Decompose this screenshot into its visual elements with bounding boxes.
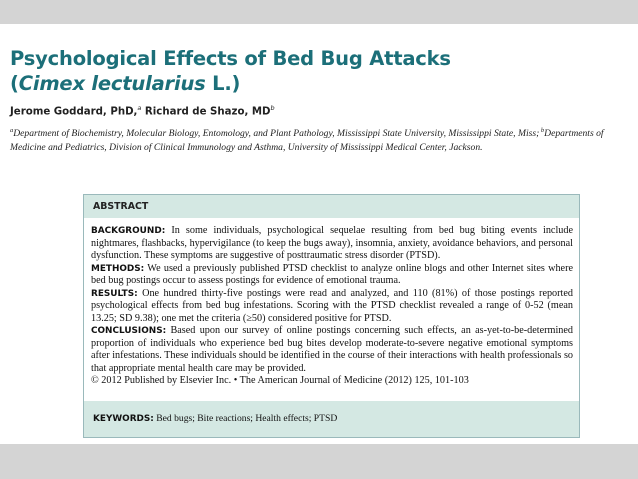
title-paren-open: ( xyxy=(10,72,19,95)
abstract-conclusions xyxy=(91,325,573,375)
abstract-body xyxy=(91,225,573,388)
affil-a: Department of Biochemistry, Molecular Biology, Entomology, and Plant Pathology, Mississippi State University, Mississippi State, Miss; xyxy=(13,128,540,140)
author-line xyxy=(10,104,275,117)
results-label: RESULTS: xyxy=(91,288,138,299)
abstract-methods xyxy=(91,263,573,288)
affiliations xyxy=(10,124,632,154)
title-species: Cimex lectularius xyxy=(18,72,206,95)
methods-text: We used a previously published PTSD checklist to analyze online blogs and other Internet sites where bed bug postings occur to assess postings for evidence of emotional trauma. xyxy=(91,262,573,286)
title-species-tail: L.) xyxy=(205,72,241,95)
title-main: Psychological Effects of Bed Bug Attacks xyxy=(10,47,451,70)
author-1-mark: a xyxy=(137,104,142,112)
keywords-text: Bed bugs; Bite reactions; Health effects; PTSD xyxy=(153,413,338,424)
methods-label: METHODS: xyxy=(91,263,145,274)
background-text: In some individuals, psychological sequelae resulting from bed bug biting events include nightmares, flashbacks, hypervigilance (to keep the bugs away), insomnia, anxiety, avoidance behaviors, and personal dysfunction. These symptoms are suggestive of posttraumatic stress disorder (PTSD). xyxy=(91,225,573,261)
slide-page xyxy=(0,24,638,444)
abstract-box xyxy=(83,194,580,438)
conclusions-label: CONCLUSIONS: xyxy=(91,326,167,336)
author-2-mark: b xyxy=(270,104,275,112)
results-text: One hundred thirty-five postings were read and analyzed, and 110 (81%) of those postings reported psychological effects from bed bug infestations. Scoring with the PTSD checklist revealed a range of 0-52 (mean 13.25; SD 9.38); one met the criteria (≥50) considered positive for PTSD. xyxy=(91,287,573,324)
background-label: BACKGROUND: xyxy=(91,226,166,236)
affil-mark-a: a xyxy=(10,127,14,134)
abstract-heading: ABSTRACT xyxy=(84,195,579,218)
article-title xyxy=(10,46,451,96)
conclusions-text: Based upon our survey of online postings concerning such effects, an as-yet-to-be-determined proportion of individuals who experience bed bug bites develop moderate-to-severe negative emotional symptoms after infestations. These individuals should be identified in the course of their interactions with health professionals so that appropriate mental health care may be provided. xyxy=(91,325,573,374)
keywords-bar xyxy=(84,401,579,437)
author-1: Jerome Goddard, PhD, xyxy=(10,106,138,118)
keywords-label: KEYWORDS: xyxy=(93,414,154,424)
affil-b: Departments of Medicine and Pediatrics, Division of Clinical Immunology and Asthma, University of Mississippi Medical Center, Jackson. xyxy=(10,128,604,153)
author-2: Richard de Shazo, MD xyxy=(141,106,271,118)
abstract-background xyxy=(91,225,573,263)
affil-mark-b: b xyxy=(539,127,545,134)
abstract-results xyxy=(91,288,573,326)
copyright-line: © 2012 Published by Elsevier Inc. • The American Journal of Medicine (2012) 125, 101-103 xyxy=(91,375,469,386)
